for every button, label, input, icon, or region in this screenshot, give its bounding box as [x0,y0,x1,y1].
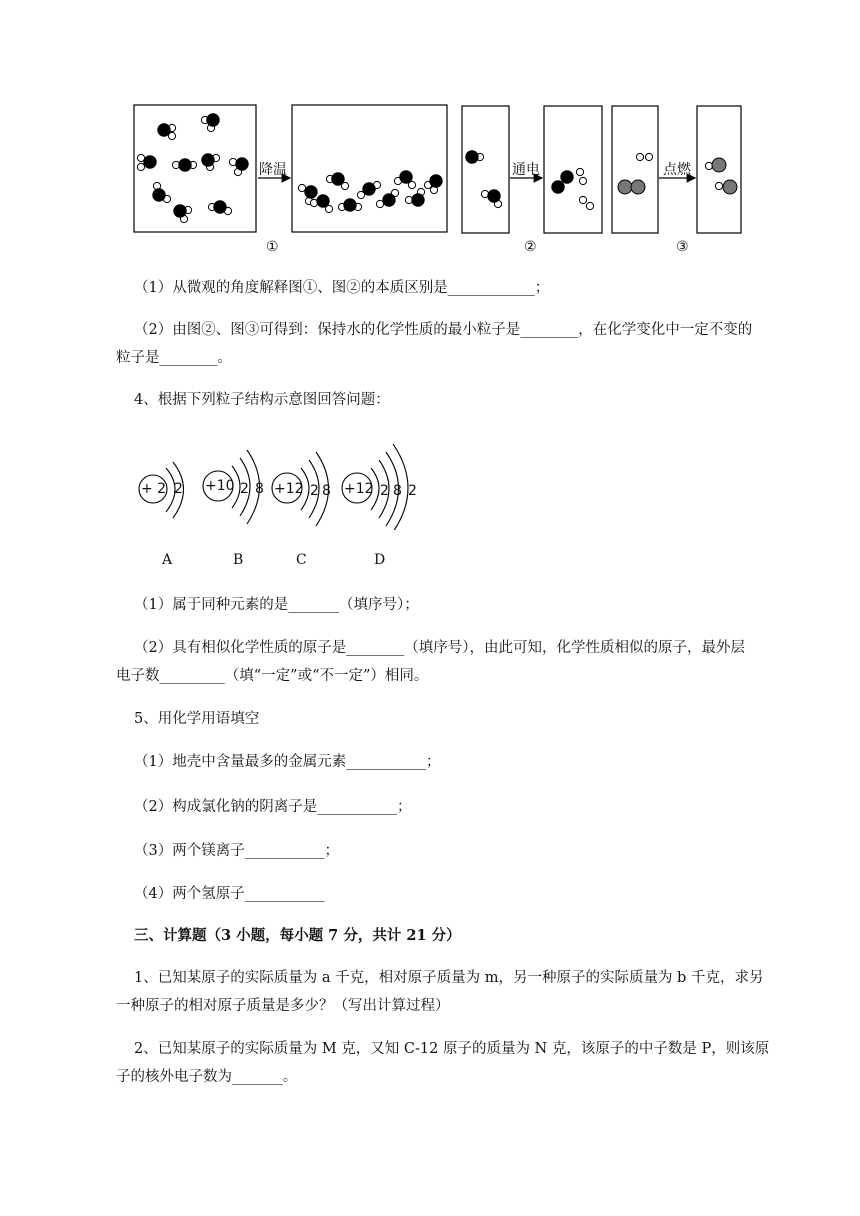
q3-sub2-line2: 粒子是________。 [116,350,232,366]
particle-a-nucleus: + 2 [141,481,167,497]
figure-number-2: ② [524,239,537,255]
oxygen-atom [153,189,165,201]
q4-title: 4、根据下列粒子结构示意图回答问题： [134,392,390,408]
q5-item-3: （3）两个镁离子___________； [134,843,339,859]
particle-a-shell-1: 2 [174,481,183,497]
oxygen-atom [305,186,317,198]
oxygen-atom [236,158,248,170]
calc-q2-line2: 子的核外电子数为_______。 [116,1069,298,1085]
oxygen-atom [412,194,424,206]
calc-q1-line1: 1、已知某原子的实际质量为 a 千克，相对原子质量为 m，另一种原子的实际质量为 b 千克，求另 [134,970,764,986]
particle-c-letter: C [296,552,307,568]
particle-c-nucleus: +12 [274,481,304,497]
oxygen-atom [202,154,214,166]
oxygen-atom [383,194,395,206]
q4-sub1: （1）属于同种元素的是_______（填序号）； [134,597,419,613]
oxygen-atom [179,159,191,171]
hydrogen-atom [137,163,144,170]
particle-d-shell-3: 2 [408,483,417,499]
figure-number-1: ① [266,239,279,255]
arrow-label-ignite: 点燃 [663,162,691,178]
q5-title: 5、用化学用语填空 [134,711,260,727]
oxygen-atom [561,171,573,183]
oxygen-atom [332,173,344,185]
particle-b-shell-1: 2 [240,481,249,497]
hydrogen-atom [645,153,652,160]
particle-b-nucleus: +10 [205,478,235,494]
oxygen-atom [144,156,156,168]
arrow-label-cool: 降温 [259,162,287,178]
oxygen-atom [430,175,442,187]
hydrogen-atom [715,182,722,189]
particle-c-shell-2: 8 [322,483,331,499]
oxygen-atom [174,205,186,217]
hydrogen-atom [579,196,586,203]
oxygen-atom [631,180,645,194]
particle-d-letter: D [374,552,386,568]
oxygen-atom [400,171,412,183]
q3-sub2-line1: （2）由图②、图③可得到：保持水的化学性质的最小粒子是________，在化学变化中一定不变的 [134,322,753,338]
oxygen-atom [158,124,170,136]
oxygen-atom [723,180,737,194]
hydrogen-atom [576,168,583,175]
oxygen-atom [317,195,329,207]
atom-structure-figure [120,430,440,530]
hydrogen-atom [705,162,712,169]
particle-d-shell-1: 2 [380,483,389,499]
particle-d-nucleus: +12 [344,481,374,497]
calc-q1-line2: 一种原子的相对原子质量是多少？（写出计算过程） [116,998,450,1014]
particle-b-letter: B [233,552,244,568]
oxygen-atom [466,151,478,163]
hydrogen-atom [636,153,643,160]
q4-sub2-line1: （2）具有相似化学性质的原子是________（填序号），由此可知，化学性质相似的原子，最外层 [134,640,745,656]
q5-item-2: （2）构成氯化钠的阴离子是___________； [134,799,412,815]
q4-sub2-line2: 电子数_________（填“一定”或“不一定”）相同。 [116,668,429,684]
particle-d-shell-2: 8 [393,483,402,499]
oxygen-atom [344,199,356,211]
section3-heading: 三、计算题（3 小题，每小题 7 分，共计 21 分） [134,927,461,944]
oxygen-atom [363,183,375,195]
oxygen-atom [618,180,632,194]
hydrogen-atom [579,177,586,184]
hydrogen-atom [586,202,593,209]
q5-item-4: （4）两个氢原子___________ [134,886,325,902]
q5-item-1: （1）地壳中含量最多的金属元素___________； [134,754,441,770]
particle-a-letter: A [162,552,173,568]
molecule-figure [0,0,860,260]
particle-b-shell-2: 8 [255,481,264,497]
oxygen-atom [207,114,219,126]
oxygen-atom [488,190,500,202]
calc-q2-line1: 2、已知某原子的实际质量为 M 克，又知 C-12 原子的质量为 N 克，该原子的中子数是 P，则该原 [134,1041,770,1057]
oxygen-atom [214,201,226,213]
arrow-label-electrolysis: 通电 [512,162,540,178]
oxygen-atom [712,158,726,172]
oxygen-atom [552,181,564,193]
q3-sub1: （1）从微观的角度解释图①、图②的本质区别是____________； [134,280,550,296]
particle-c-shell-1: 2 [310,483,319,499]
figure-number-3: ③ [676,239,689,255]
